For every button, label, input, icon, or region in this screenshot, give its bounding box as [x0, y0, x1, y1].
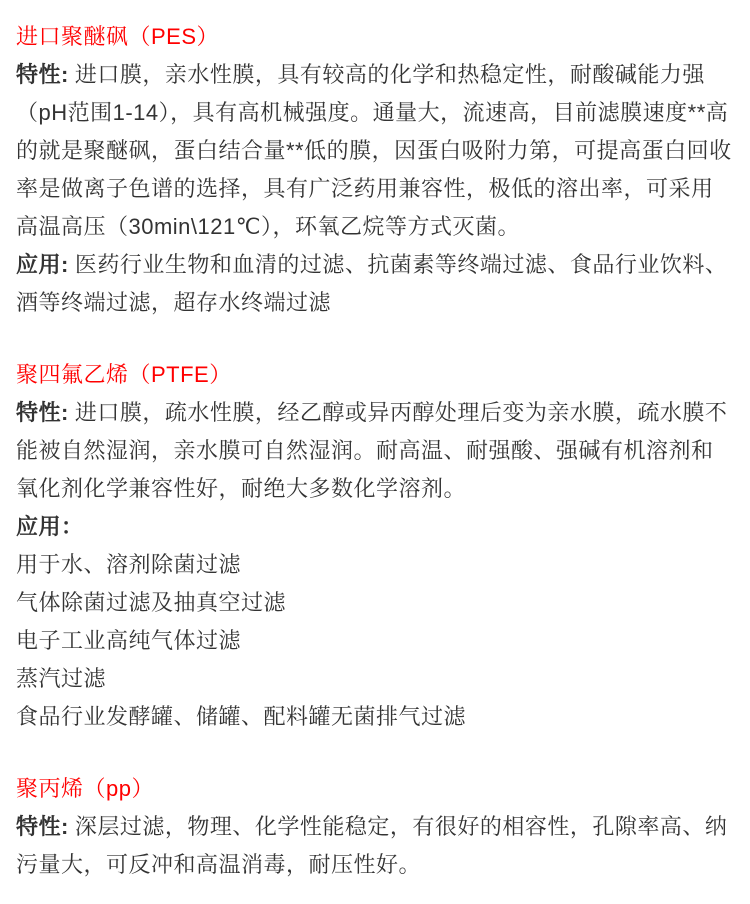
- section-pes: [16, 18, 734, 322]
- ptfe-heading: 聚四氟乙烯（PTFE）: [16, 362, 232, 387]
- pes-features-paragraph: [16, 56, 734, 246]
- pp-features-text: 深层过滤，物理、化学性能稳定，有很好的相容性，孔隙率高、纳污量大，可反冲和高温消毒，耐压性好。: [16, 814, 728, 877]
- pp-heading: 聚丙烯（pp）: [16, 776, 154, 801]
- ptfe-application-item: 食品行业发酵罐、储罐、配料罐无菌排气过滤: [16, 704, 467, 729]
- applications-label: 应用:: [16, 252, 69, 277]
- features-label: 特性:: [16, 400, 69, 425]
- ptfe-features-text: 进口膜，疏水性膜，经乙醇或异丙醇处理后变为亲水膜，疏水膜不能被自然湿润，亲水膜可自然湿润。耐高温、耐强酸、强碱有机溶剂和氧化剂化学兼容性好，耐绝大多数化学溶剂。: [16, 400, 728, 501]
- features-label: 特性:: [16, 814, 69, 839]
- ptfe-application-item: 电子工业高纯气体过滤: [16, 628, 242, 653]
- features-label: 特性:: [16, 62, 69, 87]
- pes-features-text: 进口膜，亲水性膜，具有较高的化学和热稳定性，耐酸碱能力强（pH范围1-14），具有高机械强度。通量大，流速高，目前滤膜速度**高的就是聚醚砜，蛋白结合量**低的膜，因蛋白吸附力第，可提高蛋白回收率是做离子色谱的选择，具有广泛药用兼容性，极低的溶出率，可采用高温高压（30min\121℃），环氧乙烷等方式灭菌。: [16, 62, 732, 239]
- pes-heading: 进口聚醚砜（PES）: [16, 24, 220, 49]
- ptfe-application-item: 用于水、溶剂除菌过滤: [16, 552, 242, 577]
- ptfe-application-item: 蒸汽过滤: [16, 666, 107, 691]
- applications-label: 应用：: [16, 514, 84, 539]
- pes-applications-paragraph: [16, 246, 734, 322]
- ptfe-features-paragraph: [16, 394, 734, 508]
- section-ptfe: [16, 356, 734, 736]
- section-pp: [16, 770, 734, 884]
- ptfe-application-item: 气体除菌过滤及抽真空过滤: [16, 590, 287, 615]
- pes-applications-text: 医药行业生物和血清的过滤、抗菌素等终端过滤、食品行业饮料、酒等终端过滤，超存水终端过滤: [16, 252, 728, 315]
- ptfe-applications-label-line: [16, 508, 734, 546]
- pp-features-paragraph: [16, 808, 734, 884]
